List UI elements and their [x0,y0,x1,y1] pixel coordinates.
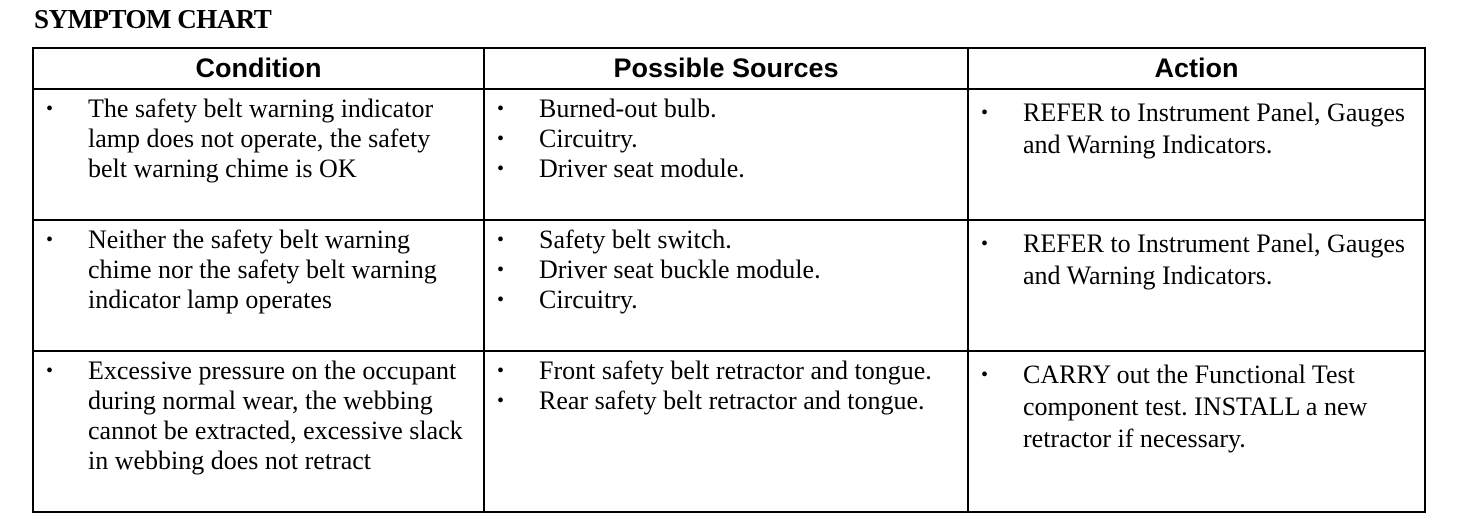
sources-cell [484,220,968,351]
condition-cell [33,351,484,512]
action-cell [968,351,1425,512]
condition-item: • Neither the safety belt warning chime nor the safety belt warning indicator lamp operates [34,225,475,315]
source-item: • Burned-out bulb. [485,94,959,124]
condition-cell [33,220,484,351]
sources-list [485,221,967,315]
action-cell [968,89,1425,220]
source-item: • Circuitry. [485,285,959,315]
header-action: Action [968,48,1425,89]
condition-list [34,352,483,476]
condition-item: • Excessive pressure on the occupant during normal wear, the webbing cannot be extracted, excessive slack in webbing does not retract [34,356,475,476]
action-item: • REFER to Instrument Panel, Gauges and Warning Indicators. [969,228,1416,292]
action-cell [968,220,1425,351]
action-item: • CARRY out the Functional Test component test. INSTALL a new retractor if necessary. [969,359,1416,455]
chart-title: SYMPTOM CHART [34,4,272,34]
header-condition: Condition [33,48,484,89]
table-row [33,89,1425,220]
sources-cell [484,89,968,220]
action-list [969,352,1424,455]
sources-list [485,90,967,184]
source-item: • Circuitry. [485,124,959,154]
action-list [969,221,1424,292]
sources-cell [484,351,968,512]
action-item: • REFER to Instrument Panel, Gauges and Warning Indicators. [969,97,1416,161]
source-item: • Driver seat module. [485,154,959,184]
condition-list [34,90,483,184]
source-item: • Driver seat buckle module. [485,255,959,285]
symptom-table [32,47,1426,513]
condition-item: • The safety belt warning indicator lamp does not operate, the safety belt warning chime is OK [34,94,475,184]
source-item: • Rear safety belt retractor and tongue. [485,386,959,416]
table-row [33,220,1425,351]
condition-list [34,221,483,315]
sources-list [485,352,967,416]
source-item: • Safety belt switch. [485,225,959,255]
condition-cell [33,89,484,220]
table-row [33,351,1425,512]
header-possible-sources: Possible Sources [484,48,968,89]
action-list [969,90,1424,161]
header-row [33,48,1425,89]
source-item: • Front safety belt retractor and tongue. [485,356,959,386]
